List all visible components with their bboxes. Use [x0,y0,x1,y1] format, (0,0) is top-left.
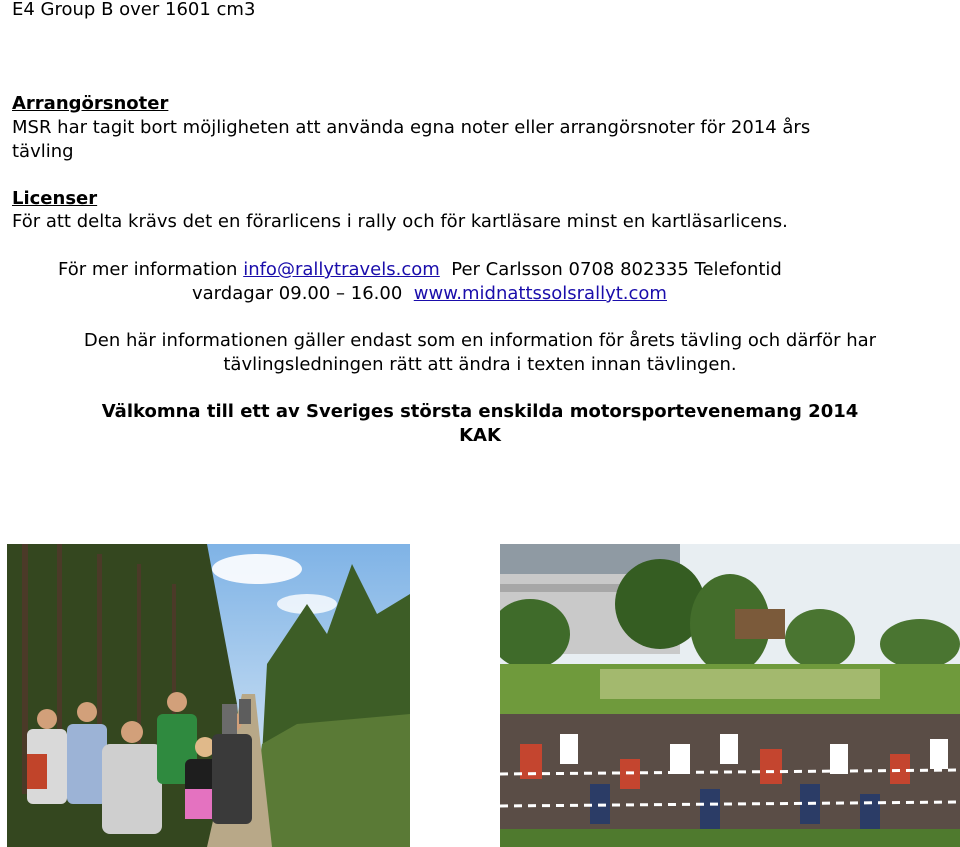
forest-spectators-photo [7,544,410,847]
notes-text-line2: tävling [12,141,74,162]
class-title: E4 Group B over 1601 cm3 [12,0,256,20]
contact-hours: vardagar 09.00 – 16.00 [192,283,414,304]
contact-line1 [58,258,782,281]
website-link[interactable]: www.midnattssolsrallyt.com [413,283,667,304]
crowd-rally-photo [500,544,960,847]
disclaimer-line2: tävlingsledningen rätt att ändra i texten innan tävlingen. [223,354,737,375]
licenses-heading: Licenser [12,188,98,209]
email-link[interactable]: info@rallytravels.com [243,259,440,280]
contact-line2 [192,282,667,305]
welcome-line2: KAK [459,425,501,446]
disclaimer-line1: Den här informationen gäller endast som en information för årets tävling och därför har [83,330,877,351]
notes-heading: Arrangörsnoter [12,93,169,114]
notes-text-line1: MSR har tagit bort möjligheten att använda egna noter eller arrangörsnoter för 2014 års [12,117,811,138]
licenses-text: För att delta krävs det en förarlicens i rally och för kartläsare minst en kartläsarlicens. [12,211,788,232]
contact-prefix: För mer information [58,259,244,280]
contact-person: Per Carlsson 0708 802335 Telefontid [439,259,782,280]
welcome-line1: Välkomna till ett av Sveriges största enskilda motorsportevenemang 2014 [101,401,859,422]
